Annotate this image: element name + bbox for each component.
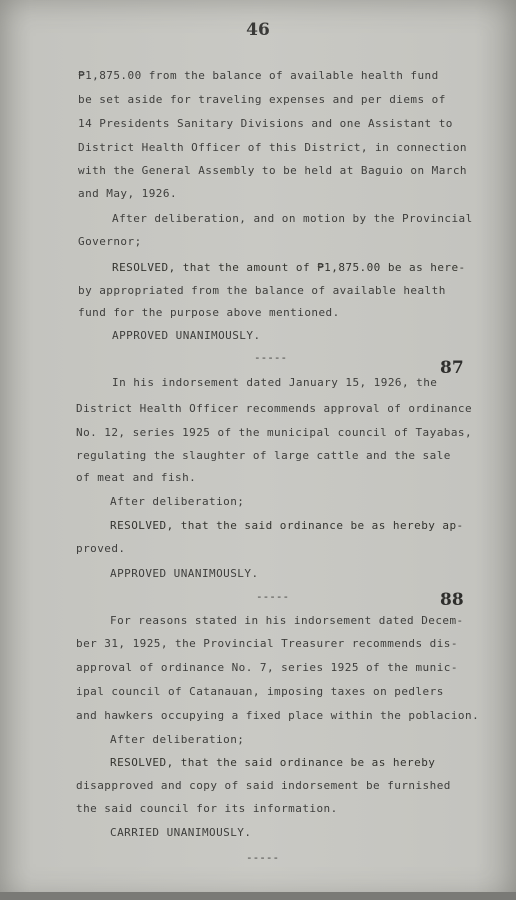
text-line: In his indorsement dated January 15, 1926, the [112, 376, 438, 389]
section-separator: ----- [254, 351, 288, 364]
text-line: District Health Officer of this District, in connection [78, 141, 467, 154]
approval-line: APPROVED UNANIMOUSLY. [110, 567, 259, 580]
text-line: District Health Officer recommends approval of ordinance [76, 402, 473, 415]
text-line: by appropriated from the balance of available health [78, 284, 446, 297]
section-separator: ----- [246, 851, 280, 864]
resolution-line: RESOLVED, that the amount of ₱1,875.00 be as here- [112, 261, 466, 274]
resolution-line: RESOLVED, that the said ordinance be as hereby [110, 756, 436, 769]
text-line: After deliberation; [110, 495, 245, 508]
text-line: No. 12, series 1925 of the municipal council of Tayabas, [76, 426, 473, 439]
text-line: be set aside for traveling expenses and per diems of [78, 93, 446, 106]
text-line: and hawkers occupying a fixed place within the poblacion. [76, 709, 480, 722]
text-line: Governor; [78, 235, 142, 248]
text-line: the said council for its information. [76, 802, 338, 815]
text-line: After deliberation; [110, 733, 245, 746]
page-number: 46 [246, 20, 270, 40]
text-line: After deliberation, and on motion by the Provincial [112, 212, 473, 225]
text-line: ber 31, 1925, the Provincial Treasurer recommends dis- [76, 637, 458, 650]
text-line: regulating the slaughter of large cattle and the sale [76, 449, 451, 462]
text-line: fund for the purpose above mentioned. [78, 306, 340, 319]
text-line: with the General Assembly to be held at Baguio on March [78, 164, 467, 177]
text-line: proved. [76, 542, 126, 555]
text-line: of meat and fish. [76, 471, 197, 484]
section-separator: ----- [256, 590, 290, 603]
text-line: ipal council of Catanauan, imposing taxes on pedlers [76, 685, 444, 698]
text-line: approval of ordinance No. 7, series 1925 of the munic- [76, 661, 458, 674]
paragraph-number-88: 88 [440, 590, 464, 610]
paragraph-number-87: 87 [440, 358, 464, 378]
approval-line: CARRIED UNANIMOUSLY. [110, 826, 252, 839]
text-line: 14 Presidents Sanitary Divisions and one Assistant to [78, 117, 453, 130]
resolution-line: RESOLVED, that the said ordinance be as hereby ap- [110, 519, 464, 532]
text-line: and May, 1926. [78, 187, 178, 200]
text-line: ₱1,875.00 from the balance of available health fund [78, 69, 439, 82]
approval-line: APPROVED UNANIMOUSLY. [112, 329, 261, 342]
text-line: disapproved and copy of said indorsement be furnished [76, 779, 451, 792]
text-line: For reasons stated in his indorsement dated Decem- [110, 614, 464, 627]
page-bottom-edge [0, 892, 516, 900]
